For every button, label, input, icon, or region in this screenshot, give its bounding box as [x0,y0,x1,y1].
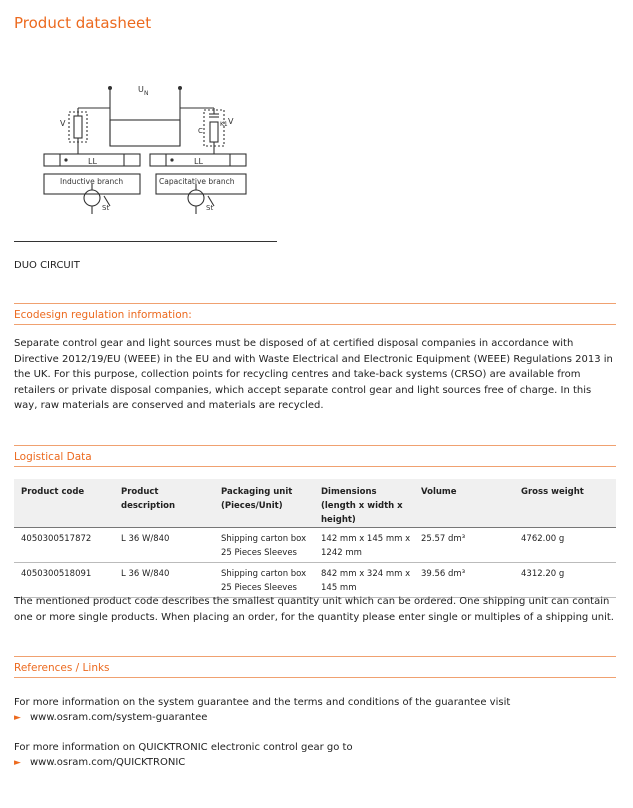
duo-circuit-diagram [38,78,258,220]
column-header: Gross weight [521,487,584,497]
inductive-branch-label: Inductive branch [60,177,124,186]
weight-cell: 4762.00 g [521,534,565,544]
references-heading: References / Links [14,662,110,674]
section-divider [14,303,616,304]
volume-cell: 25.57 dm³ [421,534,466,544]
reference-link-row [14,712,207,723]
system-guarantee-link[interactable]: www.osram.com/system-guarantee [30,712,208,723]
st-left-label: St [102,204,110,212]
supply-label: U [138,85,144,94]
arrow-right-icon: ► [14,758,21,768]
k1-label: K1 [220,121,228,128]
reference-link-row [14,757,185,768]
dimensions-cell: 842 mm x 324 mm x 145 mm [321,569,411,593]
logistical-table [14,479,616,598]
ck-label: C [198,127,203,135]
caption-divider [14,241,277,242]
supply-sub: N [144,90,149,97]
packaging-cell: Shipping carton box 25 Pieces Sleeves [221,569,307,593]
product-code-cell: 4050300517872 [21,534,92,544]
capacitative-branch-label: Capacitative branch [159,177,235,186]
ll-right-label: LL [194,157,203,166]
logistical-heading: Logistical Data [14,451,92,463]
page-title: Product datasheet [14,14,152,32]
section-divider [14,677,616,678]
section-divider [14,445,616,446]
table-row [14,563,616,598]
logistical-note: The mentioned product code describes the smallest quantity unit which can be ordered. One shipping unit can contain one or more single products. When placing an order, for the quantity please enter single or multiples of a shipping unit. [14,596,614,623]
column-header: Packaging unit (Pieces/Unit) [221,487,293,511]
quicktronic-link[interactable]: www.osram.com/QUICKTRONIC [30,757,186,768]
volume-cell: 39.56 dm³ [421,569,466,579]
product-code-cell: 4050300518091 [21,569,92,579]
diagram-caption: DUO CIRCUIT [14,260,80,271]
packaging-cell: Shipping carton box 25 Pieces Sleeves [221,534,307,558]
table-row [14,528,616,563]
section-divider [14,324,616,325]
ecodesign-text: Separate control gear and light sources must be disposed of at certified disposal companies in accordance with Directive 2012/19/EU (WEEE) in the EU and with Waste Electrical and Electronic Equipment (WEEE) Regulations 2013 in the UK. For this purpose, collection points for recycling centres and take-back systems (CRSO) are available from retailers or private disposal companies, which accept separate control gear and light sources free of charge. In this way, raw materials are conserved and materials are recycled. [14,338,613,411]
column-header: Dimensions (length x width x height) [321,487,403,525]
arrow-right-icon: ► [14,713,21,723]
description-cell: L 36 W/840 [121,569,170,579]
table-header-row [14,479,616,528]
description-cell: L 36 W/840 [121,534,170,544]
column-header: Volume [421,487,457,497]
st-right-label: St [206,204,214,212]
column-header: Product code [21,487,85,497]
reference-text: For more information on the system guarantee and the terms and conditions of the guarantee visit [14,697,511,708]
ecodesign-heading: Ecodesign regulation information: [14,309,192,321]
weight-cell: 4312.20 g [521,569,565,579]
dimensions-cell: 142 mm x 145 mm x 1242 mm [321,534,411,558]
section-divider [14,466,616,467]
left-v-label: V [60,119,66,128]
ll-left-label: LL [88,157,97,166]
section-divider [14,656,616,657]
right-v-label: V [228,117,234,126]
reference-text: For more information on QUICKTRONIC electronic control gear go to [14,742,353,753]
column-header: Product description [121,487,176,511]
